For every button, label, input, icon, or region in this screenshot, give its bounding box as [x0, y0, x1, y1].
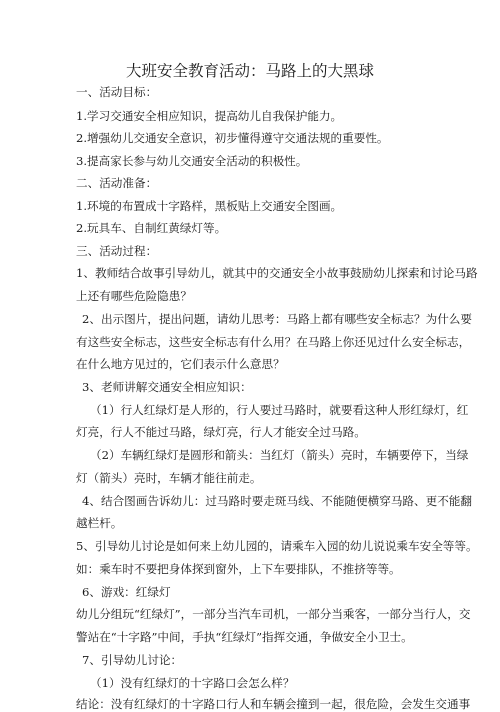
process-step-text: 结论：没有红绿灯的十字路口行人和车辆会撞到一起，很危险，会发生交通事: [76, 697, 471, 711]
process-step-text: 灯亮，行人不能过马路，绿灯亮，行人才能安全过马路。: [76, 425, 366, 439]
goal-item: 3.提高家长参与幼儿交通安全活动的积极性。: [76, 154, 308, 168]
process-step-text: 7、引导幼儿讨论：: [82, 653, 183, 667]
document-title: 大班安全教育活动：马路上的大黑球: [125, 62, 374, 80]
process-step-text: 5、引导幼儿讨论是如何来上幼儿园的，请乘车入园的幼儿说说乘车安全等等。: [76, 539, 478, 553]
process-step-text: 6、游戏：红绿灯: [82, 585, 171, 599]
process-step-text: 越栏杆。: [76, 516, 123, 530]
process-step-text: 在什么地方见过的，它们表示什么意思？: [76, 357, 285, 371]
process-step-text: （1）行人红绿灯是人形的，行人要过马路时，就要看这种人形红绿灯，红: [90, 403, 469, 417]
process-step-text: 4、结合图画告诉幼儿：过马路时要走斑马线、不能随便横穿马路、更不能翻: [82, 494, 472, 508]
process-step-text: 2、出示图片，提出问题，请幼儿思考：马路上都有哪些安全标志？为什么要: [82, 312, 472, 326]
process-step-text: 有这些安全标志，这些安全标志有什么用？在马路上你还见过什么安全标志，: [76, 335, 471, 349]
section-heading-goals: 一、活动目标：: [76, 85, 158, 99]
preparation-item: 2.玩具车、自制红黄绿灯等。: [76, 221, 227, 235]
process-step-text: （1）没有红绿灯的十字路口会怎么样？: [90, 676, 295, 690]
process-step-text: 灯（箭头）亮时，车辆才能往前走。: [76, 471, 262, 485]
goal-item: 1.学习交通安全相应知识，提高幼儿自我保护能力。: [76, 109, 343, 123]
process-step-text: 1、教师结合故事引导幼儿，就其中的交通安全小故事鼓励幼儿探索和讨论马路: [76, 266, 478, 280]
preparation-item: 1.环境的布置成十字路样，黑板贴上交通安全图画。: [76, 199, 343, 213]
goal-item: 2.增强幼儿交通安全意识，初步懂得遵守交通法规的重要性。: [76, 131, 389, 145]
section-heading-process: 三、活动过程：: [76, 244, 158, 258]
section-heading-preparation: 二、活动准备：: [76, 176, 158, 190]
process-step-text: 幼儿分组玩“红绿灯”，一部分当汽车司机，一部分当乘客，一部分当行人，交: [76, 607, 471, 621]
process-step-text: 如：乘车时不要把身体探到窗外，上下车要排队，不推挤等等。: [76, 562, 401, 576]
process-step-text: 警站在“十字路”中间，手执“红绿灯”指挥交通，争做安全小卫士。: [76, 630, 413, 644]
process-step-text: 3、老师讲解交通安全相应知识：: [82, 380, 252, 394]
process-step-text: 上还有哪些危险隐患？: [76, 289, 192, 303]
process-step-text: （2）车辆红绿灯是圆形和箭头：当红灯（箭头）亮时，车辆要停下，当绿: [90, 448, 469, 462]
